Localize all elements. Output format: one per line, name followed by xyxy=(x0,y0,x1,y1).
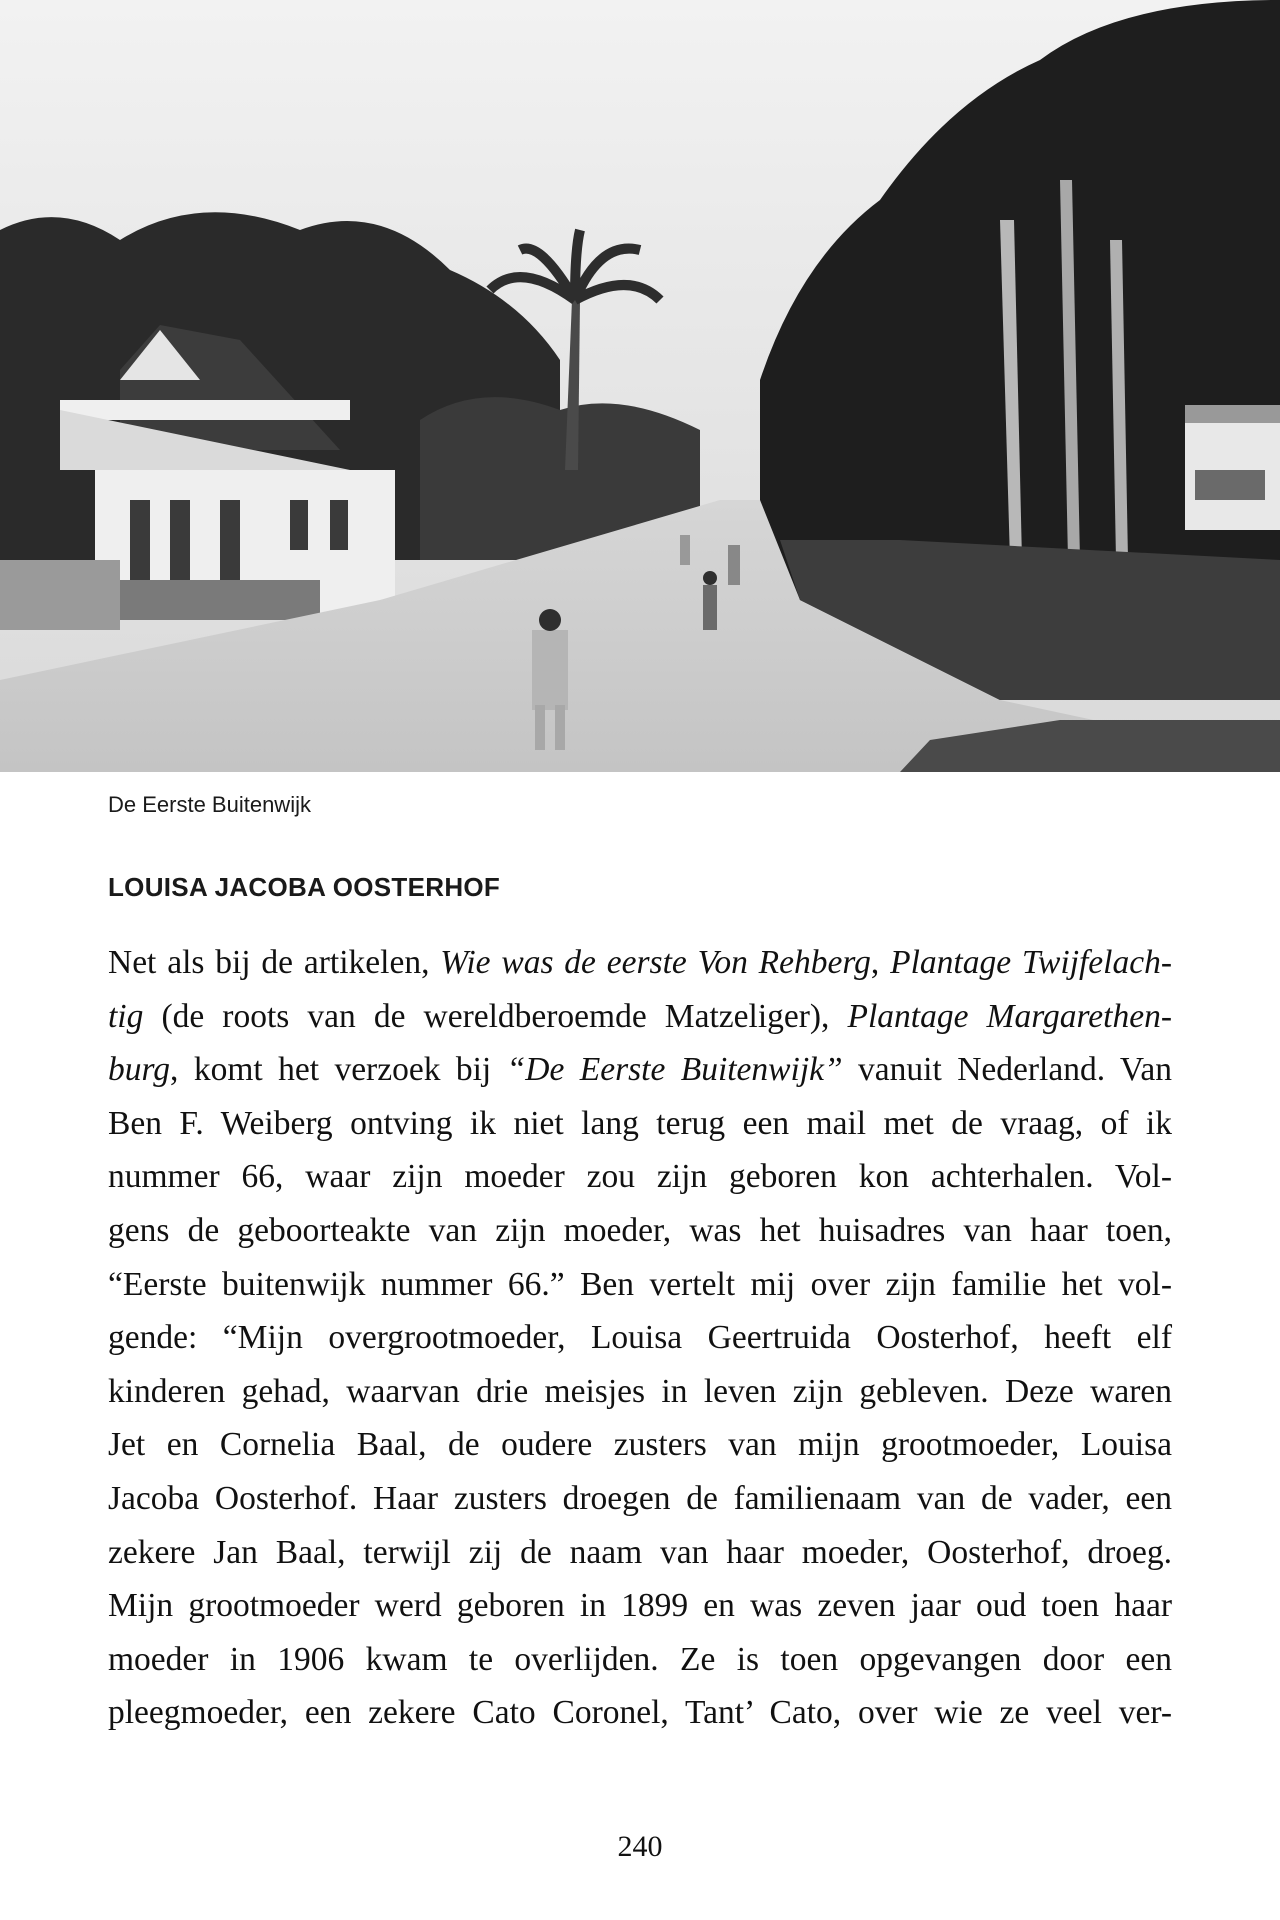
photo-caption: De Eerste Buitenwijk xyxy=(108,792,311,817)
body-line xyxy=(108,1472,1172,1526)
street-photo-icon xyxy=(0,0,1280,772)
body-paragraph xyxy=(108,936,1172,1740)
body-text-run: vanuit Nederland. Van xyxy=(842,1051,1172,1089)
body-line xyxy=(108,1526,1172,1580)
body-text-run: “Eerste buitenwijk nummer 66.” Ben vertelt mij over zijn familie het vol- xyxy=(108,1265,1172,1303)
body-text-run: zekere Jan Baal, terwijl zij de naam van haar moeder, Oosterhof, droeg. xyxy=(108,1533,1172,1571)
body-line xyxy=(108,1097,1172,1151)
body-text-run: , komt het verzoek bij xyxy=(170,1051,507,1089)
body-text-run: nummer 66, waar zijn moeder zou zijn geboren kon achterhalen. Vol- xyxy=(108,1158,1172,1196)
body-line xyxy=(108,1365,1172,1419)
body-text-run: Ben F. Weiberg ontving ik niet lang terug een mail met de vraag, of ik xyxy=(108,1104,1172,1142)
body-text-run: Jet en Cornelia Baal, de oudere zusters van mijn grootmoeder, Louisa xyxy=(108,1426,1172,1464)
body-text-run: pleegmoeder, een zekere Cato Coronel, Tant’ Cato, over wie ze veel ver- xyxy=(108,1694,1172,1732)
body-italic-text: Plantage Twijfelach- xyxy=(890,944,1173,981)
body-text-run: , xyxy=(870,944,891,981)
body-line xyxy=(108,1418,1172,1472)
body-italic-text: “De Eerste Buitenwijk” xyxy=(506,1051,843,1089)
street-photo xyxy=(0,0,1280,772)
body-text-run: kinderen gehad, waarvan drie meisjes in leven zijn gebleven. Deze waren xyxy=(108,1372,1172,1410)
body-text-run: Net als bij de artikelen, xyxy=(108,944,441,981)
body-line xyxy=(108,990,1172,1044)
body-italic-text: Plantage Margarethen- xyxy=(847,997,1172,1035)
body-line xyxy=(108,1686,1172,1740)
body-italic-text: tig xyxy=(108,997,144,1035)
section-heading: LOUISA JACOBA OOSTERHOF xyxy=(108,872,501,902)
body-line xyxy=(108,1150,1172,1204)
body-line xyxy=(108,1633,1172,1687)
body-text-run: gens de geboorteakte van zijn moeder, was het huisadres van haar toen, xyxy=(108,1211,1172,1249)
body-text-run: moeder in 1906 kwam te overlijden. Ze is toen opgevangen door een xyxy=(108,1640,1172,1678)
body-line xyxy=(108,1579,1172,1633)
body-line xyxy=(108,1258,1172,1312)
body-italic-text: Wie was de eerste Von Rehberg xyxy=(440,944,871,981)
body-line xyxy=(108,1204,1172,1258)
body-text-run: Jacoba Oosterhof. Haar zusters droegen de familienaam van de vader, een xyxy=(108,1479,1172,1517)
body-italic-text: burg xyxy=(108,1051,171,1089)
body-line xyxy=(108,1311,1172,1365)
page-number: 240 xyxy=(617,1830,663,1863)
body-text-run: (de roots van de wereldberoemde Matzeliger), xyxy=(143,997,848,1035)
body-text-run: Mijn grootmoeder werd geboren in 1899 en was zeven jaar oud toen haar xyxy=(108,1587,1172,1625)
body-line xyxy=(108,1043,1172,1097)
body-text-run: gende: “Mijn overgrootmoeder, Louisa Geertruida Oosterhof, heeft elf xyxy=(108,1319,1172,1357)
body-line xyxy=(108,936,1172,990)
